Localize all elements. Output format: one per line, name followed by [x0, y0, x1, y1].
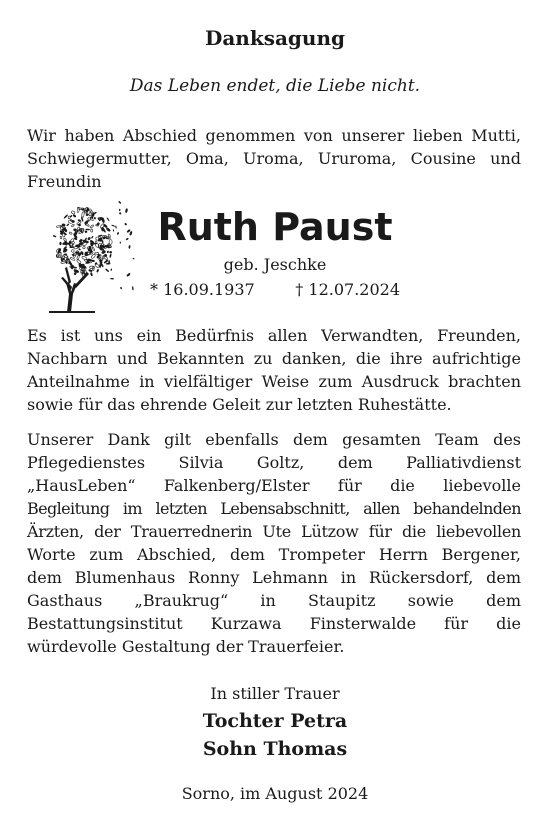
text-line: Pflegedienstes Silvia Goltz, dem Palliativdienst [27, 453, 521, 472]
signer-name: Sohn Thomas [202, 738, 348, 760]
text-line: Bestattungsinstitut Kurzawa Finsterwalde für die [27, 614, 521, 633]
text-line: Ärzten, der Trauerrednerin Ute Lützow für die liebevollen [27, 522, 521, 541]
death-date: † 12.07.2024 [295, 280, 400, 299]
intro-text: Wir haben Abschied genommen von unserer lieben Mutti, Schwiegermutter, Oma, Uroma, Ururoma, Cousine und Freundin [27, 126, 521, 191]
life-dates [150, 280, 400, 299]
text-line: Gasthaus „Braukrug“ in Staupitz sowie dem [27, 591, 521, 610]
place-date: Sorno, im August 2024 [181, 784, 369, 803]
text-line: Nachbarn und Bekannten zu danken, die ihre aufrichtige [27, 349, 521, 368]
text-line: „HausLeben“ Falkenberg/Elster für die liebevolle [27, 476, 521, 495]
text-line: Es ist uns ein Bedürfnis allen Verwandten, Freunden, [27, 326, 521, 345]
tree-icon [47, 198, 137, 316]
deceased-name: Ruth Paust [157, 205, 393, 249]
text-line: Worte zum Abschied, dem Trompeter Herrn Bergener, [27, 545, 521, 564]
maiden-name: geb. Jeschke [223, 255, 327, 274]
thanks-paragraph-1 [27, 324, 521, 416]
signoff: In stiller Trauer [210, 684, 340, 703]
text-line: Anteilnahme in vielfältiger Weise zum Ausdruck brachten [27, 372, 521, 391]
text-line: dem Blumenhaus Ronny Lehmann in Rückersdorf, dem [27, 568, 521, 587]
birth-date: * 16.09.1937 [150, 280, 255, 299]
motto: Das Leben endet, die Liebe nicht. [129, 76, 421, 96]
text-line: Begleitung im letzten Lebensabschnitt, allen behandelnden [27, 499, 521, 518]
signer-name: Tochter Petra [202, 710, 348, 732]
text-line: sowie für das ehrende Geleit zur letzten Ruhestätte. [27, 395, 452, 414]
text-line: Unserer Dank gilt ebenfalls dem gesamten Team des [27, 430, 521, 449]
text-line: würdevolle Gestaltung der Trauerfeier. [27, 637, 345, 656]
heading: Danksagung [205, 26, 345, 50]
thanks-paragraph-2 [27, 428, 521, 658]
